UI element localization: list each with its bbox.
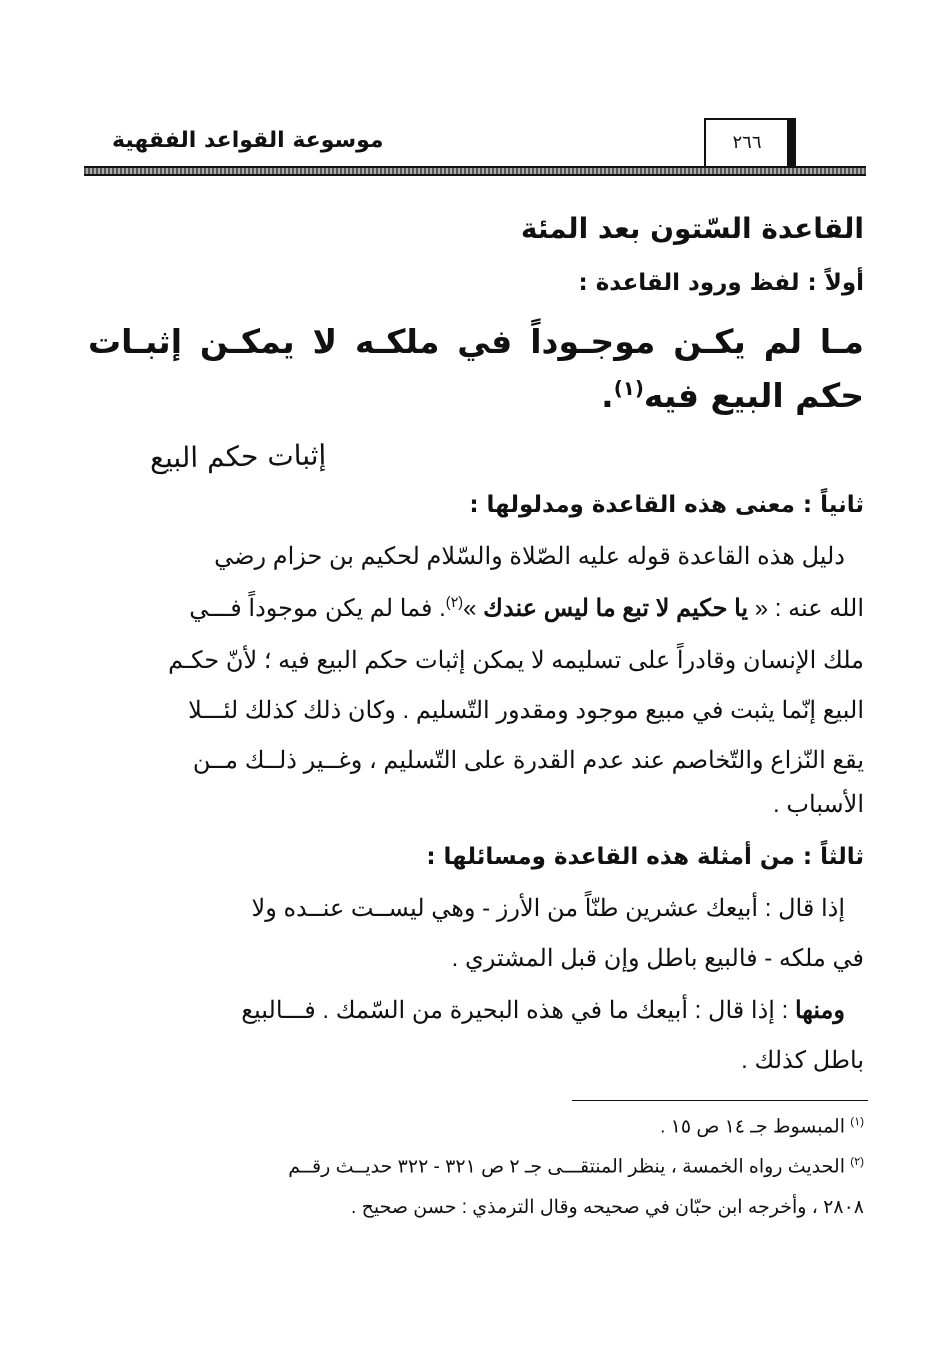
rule-word: ملكـه	[355, 322, 440, 361]
rule-word: لا	[312, 322, 338, 361]
rule-word: مـا	[819, 322, 864, 361]
section-heading-first: أولاً : لفظ ورود القاعدة :	[578, 270, 864, 296]
rule-word: إثبـات	[88, 322, 183, 361]
rule-word: لم	[763, 322, 802, 361]
header-rule	[84, 166, 866, 176]
body-line: البيع إنّما يثبت في مبيع موجود ومقدور التّسليم . وكان ذلك كذلك لئـــلا	[188, 697, 864, 724]
footnote-ref-1: (١)	[613, 377, 644, 400]
rule-statement-end: .	[601, 376, 614, 415]
section-heading-second: ثانياً : معنى هذه القاعدة ومدلولها :	[469, 492, 864, 518]
example-line: إذا قال : أبيعك عشرين طنّاً من الأرز - وهي ليســت عنــده ولا	[251, 895, 845, 922]
rule-word: موجـوداً	[530, 322, 656, 361]
footnote-2	[88, 1154, 864, 1178]
rule-title: القاعدة السّتون بعد المئة	[520, 212, 864, 245]
example-line	[88, 996, 845, 1025]
page-number-bar	[787, 118, 796, 170]
rule-word: يكـن	[673, 322, 746, 361]
footnote-1	[88, 1114, 864, 1138]
body-line-hadith	[88, 594, 864, 623]
rule-statement-line1	[88, 322, 864, 361]
example-line: باطل كذلك .	[741, 1047, 864, 1074]
body-text-segment: . فما لم يكن موجوداً فـــي	[189, 595, 446, 622]
footnote-number: (١)	[850, 1116, 864, 1128]
body-line: دليل هذه القاعدة قوله عليه الصّلاة والسّلام لحكيم بن حزام رضي	[214, 543, 845, 570]
book-title: موسوعة القواعد الفقهية	[112, 128, 384, 153]
example-lead: ومنها	[794, 997, 845, 1024]
footnote-2-continuation: ٢٨٠٨ ، وأخرجه ابن حبّان في صحيحه وقال الترمذي : حسن صحيح .	[351, 1197, 864, 1218]
rule-word: في	[457, 322, 513, 361]
page-number: ٢٦٦	[704, 118, 790, 166]
page-header	[84, 118, 866, 184]
footnote-ref-2: (٢)	[445, 595, 464, 611]
hadith-quote: يا حكيم لا تبع ما ليس عندك	[483, 595, 749, 622]
example-line: في ملكه - فالبيع باطل وإن قبل المشتري .	[451, 945, 864, 972]
handwritten-note: إثبات حكم البيع	[149, 438, 327, 475]
footnote-text: المبسوط جـ ١٤ ص ١٥ .	[660, 1116, 845, 1138]
body-line: يقع النّزاع والتّخاصم عند عدم القدرة على التّسليم ، وغــير ذلــك مــن	[192, 747, 864, 774]
rule-word: يمكـن	[199, 322, 295, 361]
body-line: الأسباب .	[773, 791, 864, 818]
footnote-text: الحديث رواه الخمسة ، ينظر المنتقـــى جـ ٢ ص ٣٢١ - ٣٢٢ حديــث رقــم	[288, 1156, 845, 1178]
footnote-separator	[572, 1100, 868, 1101]
body-text-segment: الله عنه : «	[754, 595, 864, 622]
rule-statement-line2	[88, 376, 864, 415]
body-line: ملك الإنسان وقادراً على تسليمه لا يمكن إثبات حكم البيع فيه ؛ لأنّ حكـم	[168, 647, 864, 674]
example-text: : إذا قال : أبيعك ما في هذه البحيرة من السّمك . فـــالبيع	[241, 997, 789, 1024]
section-heading-third: ثالثاً : من أمثلة هذه القاعدة ومسائلها :	[426, 844, 864, 870]
body-text-segment: »	[463, 595, 477, 622]
footnote-number: (٢)	[850, 1156, 864, 1168]
rule-statement-text: حكم البيع فيه	[643, 376, 864, 415]
